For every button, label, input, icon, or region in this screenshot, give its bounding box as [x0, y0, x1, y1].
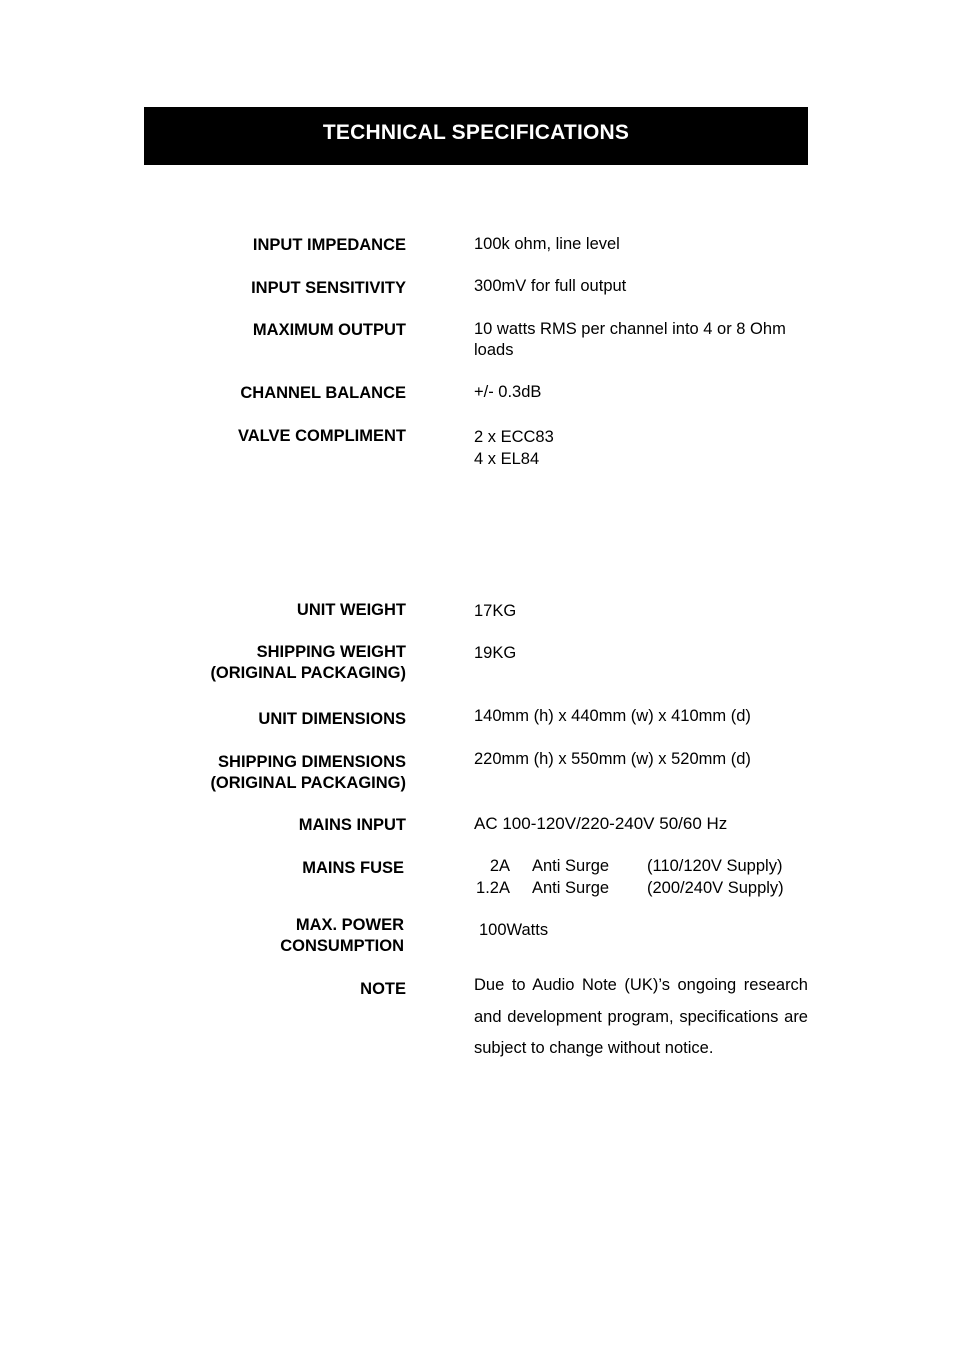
spec-value-shipping-dimensions: 220mm (h) x 550mm (w) x 520mm (d) — [474, 750, 751, 768]
header-bar — [144, 107, 808, 165]
fuse-supply: (200/240V Supply) — [647, 879, 784, 897]
spec-value-valve-compliment — [474, 426, 554, 470]
spec-value-input-impedance: 100k ohm, line level — [474, 235, 620, 253]
spec-label-note: NOTE — [360, 980, 406, 998]
spec-label-channel-balance: CHANNEL BALANCE — [240, 384, 406, 402]
spec-value-input-sensitivity: 300mV for full output — [474, 277, 627, 295]
valve-line-2: 4 x EL84 — [474, 450, 540, 468]
spec-value-mains-fuse — [474, 856, 814, 900]
fuse-supply: (110/120V Supply) — [647, 857, 783, 875]
spec-value-channel-balance: +/- 0.3dB — [474, 383, 542, 401]
spec-value-maximum-output: 10 watts RMS per channel into 4 or 8 Ohm loads — [474, 320, 786, 359]
spec-value-unit-weight: 17KG — [474, 602, 517, 620]
spec-label-unit-dimensions: UNIT DIMENSIONS — [258, 710, 406, 728]
spec-label-shipping-weight — [210, 642, 406, 684]
max-power-label-line-2: CONSUMPTION — [280, 937, 404, 955]
valve-line-1: 2 x ECC83 — [474, 428, 554, 446]
spec-label-maximum-output: MAXIMUM OUTPUT — [252, 321, 406, 339]
shipping-weight-label-line-2: (ORIGINAL PACKAGING) — [210, 664, 406, 682]
page-title: TECHNICAL SPECIFICATIONS — [322, 121, 630, 144]
fuse-row — [474, 856, 814, 878]
spec-label-unit-weight: UNIT WEIGHT — [296, 601, 406, 619]
spec-value-mains-input: AC 100-120V/220-240V 50/60 Hz — [474, 814, 728, 833]
fuse-type: Anti Surge — [532, 857, 610, 875]
spec-label-input-sensitivity: INPUT SENSITIVITY — [251, 279, 406, 297]
spec-label-mains-fuse: MAINS FUSE — [302, 859, 404, 877]
spec-label-input-impedance: INPUT IMPEDANCE — [252, 236, 406, 254]
spec-label-mains-input: MAINS INPUT — [298, 816, 406, 834]
fuse-type: Anti Surge — [532, 879, 610, 897]
fuse-rating: 2A — [489, 857, 510, 875]
spec-label-shipping-dimensions — [210, 752, 406, 794]
fuse-row — [474, 878, 814, 900]
spec-label-valve-compliment: VALVE COMPLIMENT — [237, 427, 406, 445]
fuse-rating: 1.2A — [476, 879, 510, 897]
spec-label-max-power — [280, 915, 404, 957]
spec-value-shipping-weight: 19KG — [474, 644, 517, 662]
shipping-weight-label-line-1: SHIPPING WEIGHT — [256, 643, 406, 661]
shipping-dimensions-label-line-2: (ORIGINAL PACKAGING) — [210, 774, 406, 792]
spec-value-unit-dimensions: 140mm (h) x 440mm (w) x 410mm (d) — [474, 707, 751, 725]
max-power-label-line-1: MAX. POWER — [295, 916, 404, 934]
spec-value-note: Due to Audio Note (UK)’s ongoing research and development program, specifications are subject to change without notice. — [474, 976, 808, 1058]
shipping-dimensions-label-line-1: SHIPPING DIMENSIONS — [218, 753, 406, 771]
spec-value-max-power: 100Watts — [479, 921, 549, 939]
